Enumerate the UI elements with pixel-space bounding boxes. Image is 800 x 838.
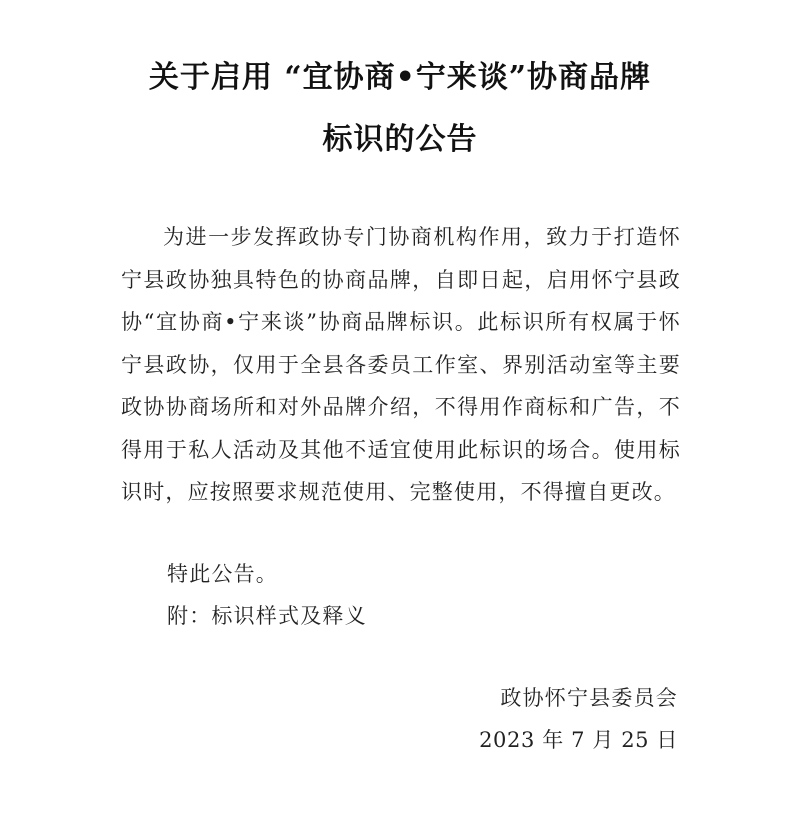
issuer-signature: 政协怀宁县委员会 xyxy=(500,686,678,710)
body-paragraph: 为进一步发挥政协专门协商机构作用，致力于打造怀宁县政协独具特色的协商品牌，自即日起，启用怀宁县政协“宜协商•宁来谈”协商品牌标识。此标识所有权属于怀宁县政协，仅用于全县各委员工作室、界别活动室等主要政协协商场所和对外品牌介绍，不得用作商标和广告，不得用于私人活动及其他不适宜使用此标识的场合。使用标识时，应按照要求规范使用、完整使用，不得擅自更改。 xyxy=(121,225,681,504)
issue-date: 2023 年 7 月 25 日 xyxy=(479,728,678,752)
attachment-note: 附：标识样式及释义 xyxy=(167,604,367,628)
document-title-line-2: 标识的公告 xyxy=(322,122,478,157)
closing-statement: 特此公告。 xyxy=(167,562,278,586)
document-title-line-1: 关于启用 “宜协商•宁来谈”协商品牌 xyxy=(148,60,652,95)
